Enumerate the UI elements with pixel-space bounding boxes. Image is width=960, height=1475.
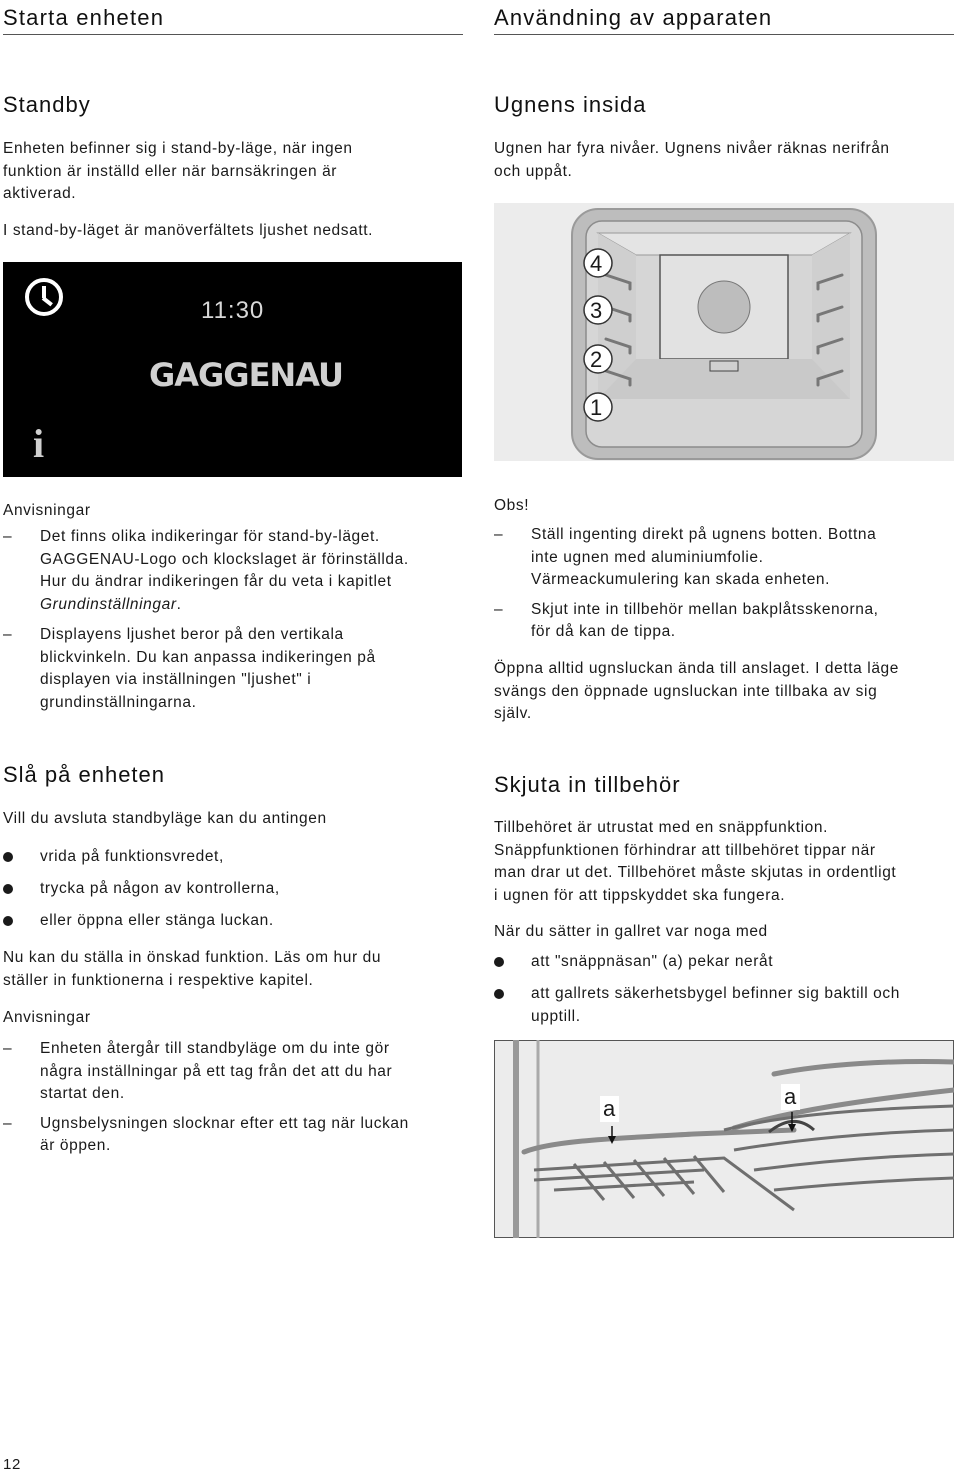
interior-paragraph-2: Öppna alltid ugnsluckan ända till anslaget. I detta läge svängs den öppnade ugnsluckan inte tillbaka av sig själv.: [494, 660, 899, 722]
obs-label: Obs!: [494, 497, 530, 514]
list-item: vrida på funktionsvredet,: [3, 846, 463, 869]
page-number: 12: [3, 1456, 21, 1473]
clock-icon: [25, 278, 63, 316]
switch-on-notes-label: Anvisningar: [3, 1009, 91, 1026]
bullet-icon: [3, 916, 13, 926]
list-item: eller öppna eller stänga luckan.: [3, 910, 463, 933]
bullet-icon: [494, 957, 504, 967]
interior-heading: Ugnens insida: [494, 92, 647, 117]
accessories-bullets: [494, 951, 954, 1028]
rack-insertion-image: [494, 1040, 954, 1238]
header-left-title: Starta enheten: [3, 5, 165, 30]
interior-paragraph: Ugnen har fyra nivåer. Ugnens nivåer räknas nerifrån och uppåt.: [494, 140, 890, 180]
list-item: – Ugnsbelysningen slocknar efter ett tag när luckan är öppen.: [3, 1114, 409, 1154]
switch-on-bullets: [3, 846, 463, 933]
switch-on-notes-list: [3, 1038, 463, 1158]
header-right-title: Användning av apparaten: [494, 5, 773, 30]
info-icon: i: [33, 421, 45, 466]
list-item: – Enheten återgår till standbyläge om du inte gör några inställningar på ett tag från det att du har startat den.: [3, 1040, 393, 1102]
accessories-heading: Skjuta in tillbehör: [494, 772, 681, 797]
gaggenau-logo: GAGGENAU: [149, 356, 343, 394]
list-item: att "snäppnäsan" (a) pekar neråt: [494, 951, 954, 974]
standby-notes-label: Anvisningar: [3, 502, 91, 519]
label-a: a: [600, 1096, 619, 1122]
label-a: a: [781, 1084, 800, 1110]
level-label: 1: [590, 395, 603, 420]
standby-notes-list: [3, 526, 463, 714]
list-item: – Displayens ljushet beror på den vertikala blickvinkeln. Du kan anpassa indikeringen på displayen via inställningen "ljushet" i grundinställningarna.: [3, 626, 376, 711]
bullet-icon: [494, 989, 504, 999]
bullet-icon: [3, 884, 13, 894]
list-item: trycka på någon av kontrollerna,: [3, 878, 463, 901]
bullet-icon: [3, 852, 13, 862]
list-item: – Skjut inte in tillbehör mellan bakplåtsskenorna, för då kan de tippa.: [494, 600, 879, 640]
header-left-rule: [3, 34, 463, 35]
switch-on-paragraph: Nu kan du ställa in önskad funktion. Läs om hur du ställer in funktionerna i respektive kapitel.: [3, 949, 382, 989]
display-time: 11:30: [201, 297, 265, 324]
oven-interior-image: [494, 203, 954, 461]
header-right-rule: [494, 34, 954, 35]
standby-heading: Standby: [3, 92, 91, 117]
list-item: att gallrets säkerhetsbygel befinner sig baktill och upptill.: [494, 983, 954, 1028]
standby-paragraph-2: I stand-by-läget är manöverfältets ljushet nedsatt.: [3, 222, 374, 239]
switch-on-heading: Slå på enheten: [3, 762, 166, 787]
level-label: 2: [590, 347, 603, 372]
list-item: – Ställ ingenting direkt på ugnens botten. Bottna inte ugnen med aluminiumfolie. Värmeackumulering kan skada enheten.: [494, 526, 877, 588]
level-label: 4: [590, 251, 603, 276]
standby-paragraph: Enheten befinner sig i stand-by-läge, när ingen funktion är inställd eller när barnsäkringen är aktiverad.: [3, 140, 353, 202]
list-item: – Det finns olika indikeringar för stand-by-läget. GAGGENAU-Logo och klockslaget är förinställda. Hur du ändrar indikeringen får du veta i kapitlet Grundinställningar.: [3, 528, 409, 613]
accessories-intro: När du sätter in gallret var noga med: [494, 923, 768, 940]
standby-display-image: [3, 262, 462, 477]
accessories-paragraph: Tillbehöret är utrustat med en snäppfunktion. Snäppfunktionen förhindrar att tillbehöret tippar när man drar ut det. Tillbehöret måste skjutas in ordentligt i ugnen för att tippskyddet ska fungera.: [494, 819, 897, 904]
switch-on-intro: Vill du avsluta standbyläge kan du antingen: [3, 810, 327, 827]
level-label: 3: [590, 298, 603, 323]
obs-list: [494, 524, 954, 644]
